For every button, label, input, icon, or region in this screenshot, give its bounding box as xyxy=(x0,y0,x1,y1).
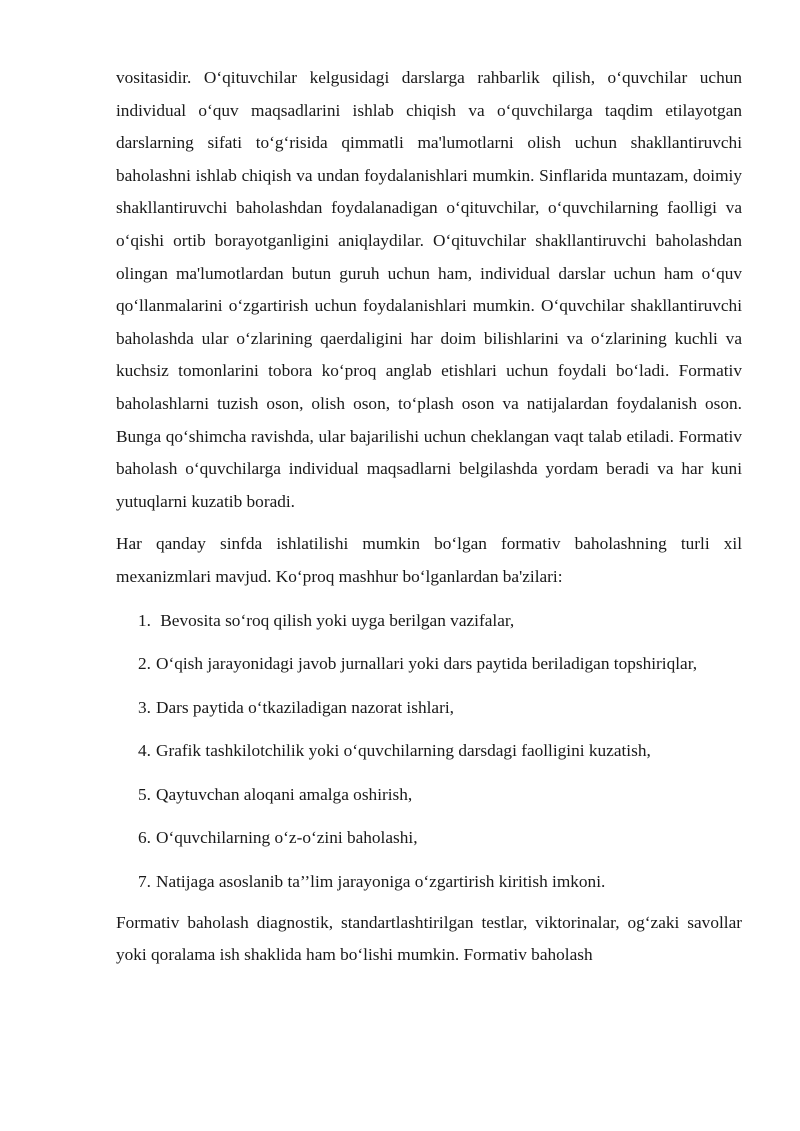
paragraph: vositasidir. O‘qituvchilar kelgusidagi darslarga rahbarlik qilish, o‘quvchilar uchun individual o‘quv maqsadlarini ishlab chiqish va o‘quvchilarga taqdim etilayotgan darslarning sifati to‘g‘risida qimmatli ma'lumotlarni olish uchun shakllantiruvchi baholashni ishlab chiqish va undan foydalanishlari mumkin. Sinflarida muntazam, doimiy shakllantiruvchi baholashdan foydalanadigan o‘qituvchilar, o‘quvchilarning faolligi va o‘qishi ortib borayotganligini aniqlaydilar. O‘qituvchilar shakllantiruvchi baholashdan olingan ma'lumotlardan butun guruh uchun ham, individual darslar uchun ham o‘quv qo‘llanmalarini o‘zgartirish uchun foydalanishlari mumkin. O‘quvchilar shakllantiruvchi baholashda ular o‘zlarining qaerdaligini har doim bilishlarini va o‘zlarining kuchli va kuchsiz tomonlarini tobora ko‘proq anglab etishlari uchun foydali bo‘ladi. Formativ baholashlarni tuzish oson, olish oson, to‘plash oson va natijalardan foydalanish oson. Bunga qo‘shimcha ravishda, ular bajarilishi uchun cheklangan vaqt talab etiladi. Formativ baholash o‘quvchilarga individual maqsadlarni belgilashda yordam beradi va har kuni yutuqlarni kuzatib boradi. xyxy=(116,68,742,511)
list-item xyxy=(138,692,742,725)
paragraph: Formativ baholash diagnostik, standartlashtirilgan testlar, viktorinalar, og‘zaki savollar yoki qoralama ish shaklida ham bo‘lishi mumkin. Formativ baholash xyxy=(116,912,742,965)
list-item xyxy=(138,779,742,812)
list-item-text: Dars paytida o‘tkaziladigan nazorat ishlari, xyxy=(155,697,454,717)
list-item xyxy=(138,822,742,855)
list-item xyxy=(138,735,742,768)
list-number: 2. xyxy=(138,654,151,674)
list-item-text: Bevosita so‘roq qilish yoki uyga berilgan vazifalar, xyxy=(160,610,515,630)
list-number: 4. xyxy=(138,741,151,761)
list-item-text: Natijaga asoslanib ta’’lim jarayoniga o‘zgartirish kiritish imkoni. xyxy=(155,872,606,892)
list-number: 6. xyxy=(138,828,151,848)
list-item-text: O‘quvchilarning o‘z-o‘zini baholashi, xyxy=(155,828,418,848)
numbered-list xyxy=(116,605,742,899)
list-number: 7. xyxy=(138,872,151,892)
list-item-text: Grafik tashkilotchilik yoki o‘quvchilarning darsdagi faolligini kuzatish, xyxy=(155,741,651,761)
list-item xyxy=(138,866,742,899)
list-number: 5. xyxy=(138,784,151,804)
list-item xyxy=(138,605,742,638)
list-number: 3. xyxy=(138,697,151,717)
list-item-text: O‘qish jarayonidagi javob jurnallari yoki dars paytida beriladigan topshiriqlar, xyxy=(155,654,698,674)
list-item xyxy=(138,648,742,681)
list-item-text: Qaytuvchan aloqani amalga oshirish, xyxy=(155,784,413,804)
document-page xyxy=(116,62,742,972)
list-number: 1. xyxy=(138,610,156,630)
paragraph: Har qanday sinfda ishlatilishi mumkin bo‘lgan formativ baholashning turli xil mexanizmlari mavjud. Ko‘proq mashhur bo‘lganlardan ba'zilari: xyxy=(116,534,742,586)
